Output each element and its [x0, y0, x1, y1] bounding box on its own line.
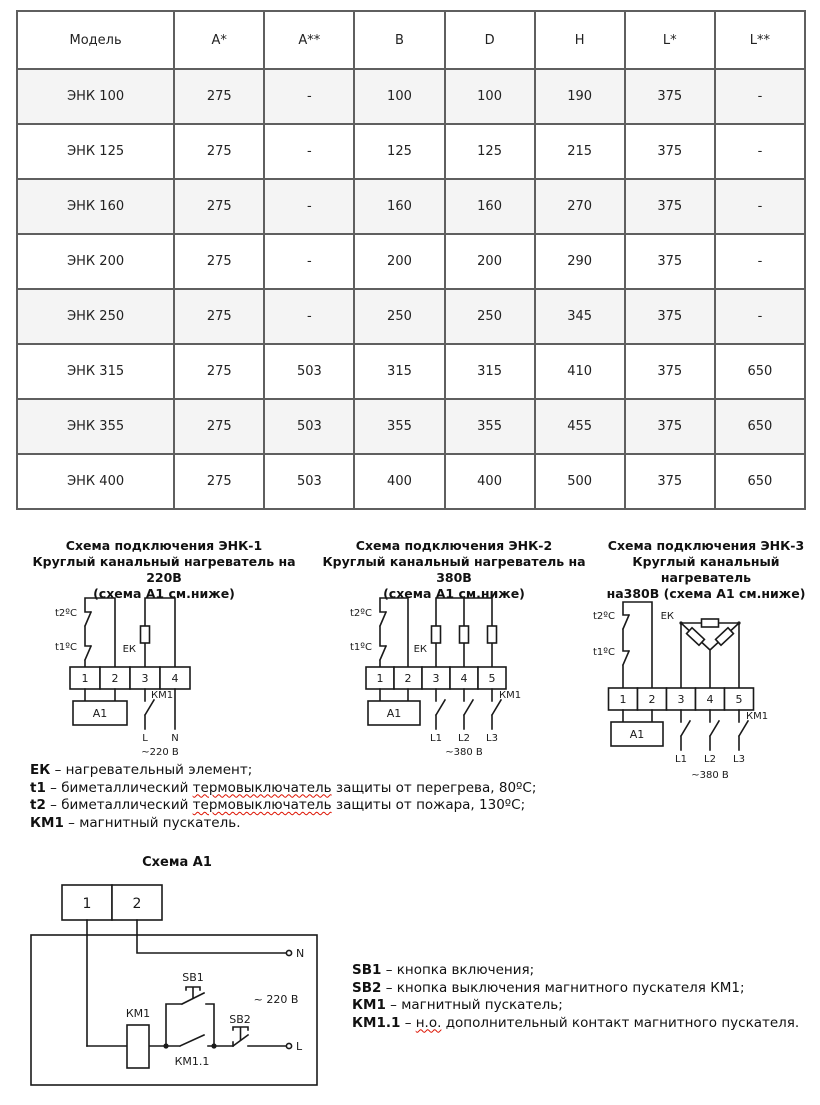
table-cell: 200 — [445, 234, 535, 289]
table-cell: 355 — [354, 399, 444, 454]
column-header: L** — [715, 11, 805, 69]
table-cell: 375 — [625, 454, 715, 509]
t2-label: t2ºC — [593, 611, 615, 622]
enk2-circuit-diagram — [330, 588, 580, 760]
voltage-label: ~220 В — [141, 747, 179, 758]
legend-line: КМ1 – магнитный пускатель; — [352, 997, 563, 1013]
table-cell: - — [264, 124, 354, 179]
enk1-circuit-diagram — [30, 588, 280, 760]
table-cell: - — [715, 234, 805, 289]
ek-label: ЕК — [413, 644, 427, 655]
terminal-number: 1 — [82, 896, 92, 912]
column-header: A* — [174, 11, 264, 69]
table-row — [17, 454, 805, 509]
terminal-number: 2 — [648, 693, 656, 706]
table-cell: 275 — [174, 454, 264, 509]
terminal-number: 1 — [376, 672, 384, 685]
junction-dot — [163, 1043, 168, 1048]
terminal-number: 2 — [404, 672, 412, 685]
a1-label: А1 — [386, 707, 402, 720]
table-cell: 160 — [354, 179, 444, 234]
legend-line: t1 – биметаллический термовыключатель защиты от перегрева, 80ºС; — [30, 779, 537, 796]
sb1-label: SB1 — [182, 971, 204, 984]
table-cell: - — [715, 179, 805, 234]
table-cell: 290 — [535, 234, 625, 289]
legend-term: t1 — [30, 779, 46, 796]
column-header: H — [535, 11, 625, 69]
heater-element-symbol — [432, 626, 441, 643]
heater-element-symbol — [488, 626, 497, 643]
line-label: L1 — [430, 733, 442, 744]
sb1-branch — [166, 993, 214, 1046]
terminal-number: 3 — [677, 693, 685, 706]
table-row — [17, 234, 805, 289]
column-header: A** — [264, 11, 354, 69]
table-row — [17, 344, 805, 399]
table-cell: 315 — [354, 344, 444, 399]
km1-label: КМ1 — [125, 1007, 151, 1020]
junction-dot — [679, 621, 682, 624]
column-header: D — [445, 11, 535, 69]
table-cell: 275 — [174, 234, 264, 289]
t1-label: t1ºC — [55, 642, 77, 653]
t1-label: t1ºC — [593, 647, 615, 658]
voltage-label: ~380 В — [445, 747, 483, 758]
table-cell: 270 — [535, 179, 625, 234]
terminal-number: 5 — [488, 672, 496, 685]
legend-term: ЕК — [30, 762, 51, 778]
terminal-number: 3 — [432, 672, 440, 685]
voltage-label: ~380 В — [691, 770, 729, 781]
table-cell: 503 — [264, 344, 354, 399]
table-cell: 503 — [264, 454, 354, 509]
table-cell: 250 — [445, 289, 535, 344]
table-cell: 190 — [535, 69, 625, 124]
table-header-row — [17, 11, 805, 69]
table-cell: 375 — [625, 344, 715, 399]
table-cell: - — [264, 69, 354, 124]
table-cell: ЭНК 160 — [17, 179, 174, 234]
table-row — [17, 399, 805, 454]
legend-line: КМ1.1 – н.о. дополнительный контакт магнитного пускателя. — [352, 1014, 800, 1031]
line-label: L3 — [486, 733, 498, 744]
table-cell: 375 — [625, 399, 715, 454]
table-cell: 650 — [715, 454, 805, 509]
ek-label: ЕК — [122, 644, 136, 655]
table-cell: 100 — [354, 69, 444, 124]
table-cell: 215 — [535, 124, 625, 179]
table-cell: 160 — [445, 179, 535, 234]
junction-dot — [211, 1043, 216, 1048]
table-cell: - — [715, 124, 805, 179]
table-row — [17, 124, 805, 179]
l-label: L — [296, 1040, 303, 1053]
table-cell: 125 — [445, 124, 535, 179]
thermal-switch-branch — [380, 598, 408, 667]
legend-term: КМ1 — [352, 997, 386, 1013]
table-cell: 375 — [625, 124, 715, 179]
table-cell: ЭНК 200 — [17, 234, 174, 289]
schema-a1-legend — [352, 962, 817, 1032]
table-cell: - — [715, 69, 805, 124]
table-cell: 455 — [535, 399, 625, 454]
schema-a1-diagram — [30, 876, 330, 1091]
table-cell: 100 — [445, 69, 535, 124]
terminal-number: 1 — [81, 672, 89, 685]
terminal-number: 4 — [171, 672, 179, 685]
schema-a1-title: Схема А1 — [142, 855, 212, 870]
t1-label: t1ºC — [350, 642, 372, 653]
spec-table — [16, 10, 806, 510]
ek-label: ЕК — [660, 611, 674, 622]
heater-element-symbol — [141, 626, 150, 643]
t2-label: t2ºC — [55, 608, 77, 619]
line-label: L3 — [733, 754, 745, 765]
enk2-diagram-title: Схема подключения ЭНК-2 Круглый канальный нагреватель на 380В (схема А1 см.ниже) — [322, 538, 586, 601]
thermal-switch-branch — [623, 602, 652, 688]
table-cell: 275 — [174, 399, 264, 454]
legend-line: t2 – биметаллический термовыключатель защиты от пожара, 130ºС; — [30, 797, 526, 813]
table-cell: ЭНК 315 — [17, 344, 174, 399]
components-legend — [30, 762, 570, 832]
terminal-number: 3 — [141, 672, 149, 685]
table-cell: 125 — [354, 124, 444, 179]
terminal-number: 1 — [619, 693, 627, 706]
table-cell: 375 — [625, 179, 715, 234]
enk3-circuit-diagram — [588, 588, 818, 784]
sb2-label: SB2 — [229, 1013, 251, 1026]
terminal-number: 4 — [460, 672, 468, 685]
thermal-switch-branch — [85, 598, 115, 667]
t2-label: t2ºC — [350, 608, 372, 619]
table-cell: 200 — [354, 234, 444, 289]
table-cell: ЭНК 100 — [17, 69, 174, 124]
main-line — [87, 1035, 286, 1046]
legend-line: КМ1 – магнитный пускатель. — [30, 814, 241, 831]
a1-label: А1 — [92, 707, 108, 720]
junction-dot — [737, 621, 740, 624]
km1-coil — [127, 1025, 149, 1068]
table-cell: 275 — [174, 289, 264, 344]
terminal-number: 5 — [735, 693, 743, 706]
enk3-diagram-title: Схема подключения ЭНК-3 Круглый канальный нагреватель на380В (схема А1 см.ниже) — [606, 538, 806, 601]
table-cell: - — [715, 289, 805, 344]
a1-label: А1 — [629, 728, 645, 741]
table-cell: ЭНК 355 — [17, 399, 174, 454]
table-cell: 355 — [445, 399, 535, 454]
table-cell: 375 — [625, 289, 715, 344]
l-terminal — [286, 1043, 291, 1048]
heater-element-symbol — [687, 628, 705, 645]
legend-line: SB1 – кнопка включения; — [352, 962, 535, 978]
table-cell: - — [264, 289, 354, 344]
terminal-number: 2 — [132, 896, 142, 912]
heater-element-symbol — [702, 619, 719, 627]
table-cell: 250 — [354, 289, 444, 344]
table-row — [17, 289, 805, 344]
table-cell: - — [264, 234, 354, 289]
column-header: Модель — [17, 11, 174, 69]
a1-wires — [380, 689, 408, 701]
terminal-number: 2 — [111, 672, 119, 685]
km1-label: КМ1 — [746, 711, 769, 722]
table-cell: 375 — [625, 234, 715, 289]
line-label: N — [171, 733, 179, 744]
line-label: L1 — [675, 754, 687, 765]
legend-line: ЕК – нагревательный элемент; — [30, 762, 253, 778]
km11-label: КМ1.1 — [174, 1055, 210, 1068]
table-cell: ЭНК 250 — [17, 289, 174, 344]
table-cell: 500 — [535, 454, 625, 509]
km1-contacts — [681, 710, 748, 750]
n-terminal — [286, 950, 291, 955]
table-cell: 410 — [535, 344, 625, 399]
voltage-label: ~ 220 В — [253, 993, 299, 1006]
legend-term: КМ1 — [30, 814, 64, 831]
table-cell: 650 — [715, 399, 805, 454]
table-cell: 275 — [174, 124, 264, 179]
km1-contacts — [436, 689, 501, 729]
line-label: L2 — [704, 754, 716, 765]
legend-line: SB2 – кнопка выключения магнитного пускателя КМ1; — [352, 979, 745, 996]
legend-term: КМ1.1 — [352, 1014, 401, 1031]
legend-term: t2 — [30, 797, 46, 813]
table-cell: 503 — [264, 399, 354, 454]
column-header: L* — [625, 11, 715, 69]
table-cell: ЭНК 125 — [17, 124, 174, 179]
km1-label: КМ1 — [151, 690, 174, 701]
table-cell: 275 — [174, 179, 264, 234]
a1-wires — [623, 710, 652, 722]
heater-element-symbol — [460, 626, 469, 643]
legend-term: SB1 — [352, 962, 382, 978]
line-label: L2 — [458, 733, 470, 744]
table-cell: 275 — [174, 69, 264, 124]
table-cell: 400 — [445, 454, 535, 509]
n-label: N — [296, 947, 305, 960]
table-cell: 275 — [174, 344, 264, 399]
table-cell: 375 — [625, 69, 715, 124]
enk1-diagram-title: Схема подключения ЭНК-1 Круглый канальный нагреватель на 220В (схема А1 см.ниже) — [32, 538, 296, 601]
table-cell: 650 — [715, 344, 805, 399]
km1-label: КМ1 — [499, 690, 522, 701]
table-row — [17, 179, 805, 234]
table-cell: 345 — [535, 289, 625, 344]
legend-term: SB2 — [352, 979, 382, 996]
terminal-number: 4 — [706, 693, 714, 706]
a1-wires — [85, 689, 115, 701]
heater-element-symbol — [716, 628, 734, 645]
column-header: B — [354, 11, 444, 69]
table-cell: 315 — [445, 344, 535, 399]
line-label: L — [142, 733, 148, 744]
table-cell: ЭНК 400 — [17, 454, 174, 509]
table-cell: 400 — [354, 454, 444, 509]
table-cell: - — [264, 179, 354, 234]
table-row — [17, 69, 805, 124]
